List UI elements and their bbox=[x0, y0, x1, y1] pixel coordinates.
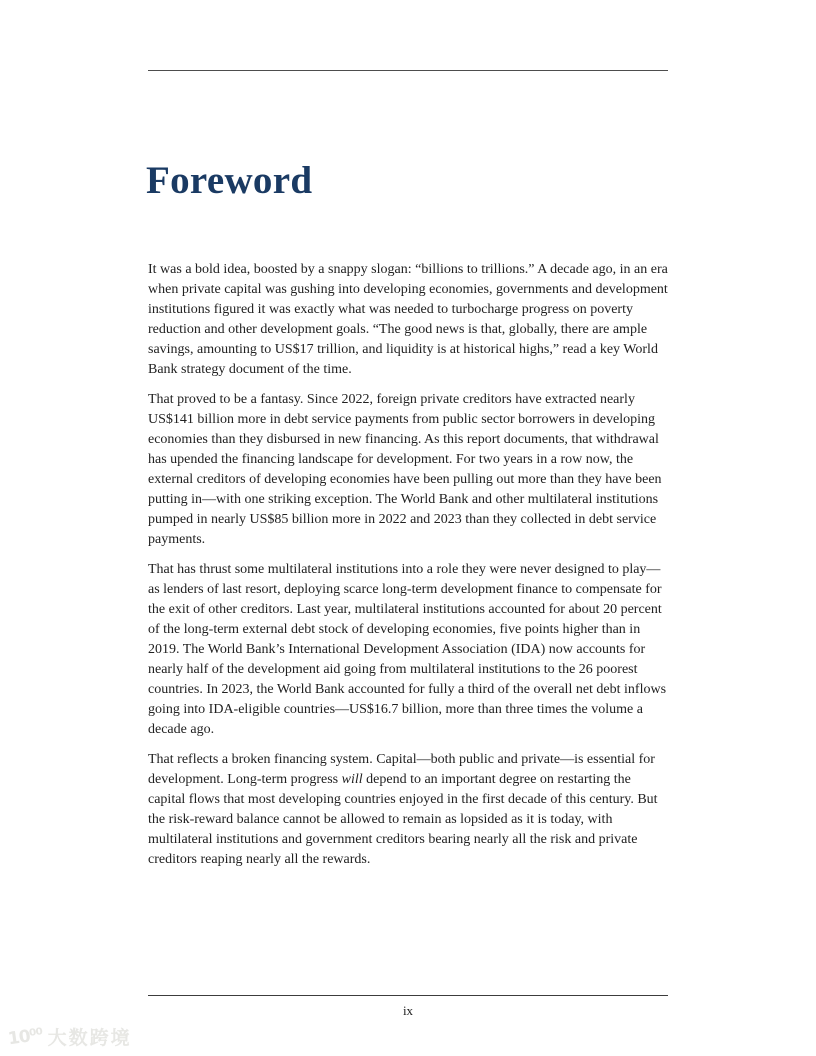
paragraph-4 bbox=[148, 750, 669, 870]
page-title: Foreword bbox=[146, 159, 313, 203]
page-number: ix bbox=[402, 1003, 414, 1018]
top-rule bbox=[148, 70, 668, 71]
bottom-rule bbox=[148, 995, 668, 996]
watermark bbox=[8, 1023, 132, 1050]
paragraph-1: It was a bold idea, boosted by a snappy slogan: “billions to trillions.” A decade ago, in an era when private capital was gushing into developing economies, governments and development institutions figured it was exactly what was needed to turbocharge progress on poverty reduction and other development goals. “The good news is that, globally, there are ample savings, amounting to US$17 trillion, and liquidity is at historical highs,” read a key World Bank strategy document of the time. bbox=[148, 262, 668, 377]
body-text bbox=[148, 260, 669, 880]
emphasis-will: will bbox=[341, 772, 363, 787]
watermark-logo-icon: 10⁰⁰ bbox=[6, 1024, 44, 1049]
paragraph-4-lead: That reflects a broken financing system. Capital—both public and private—is essential for development. Long-term progress bbox=[148, 752, 655, 787]
paragraph-2: That proved to be a fantasy. Since 2022, foreign private creditors have extracted nearly US$141 billion more in debt service payments from public sector borrowers in developing economies than they disbursed in new financing. As this report documents, that withdrawal has upended the financing landscape for development. For two years in a row now, the external creditors of developing economies have been pulling out more than they have been putting in—with one striking exception. The World Bank and other multilateral institutions pumped in nearly US$85 billion more in 2022 and 2023 than they collected in debt service payments. bbox=[148, 392, 662, 547]
watermark-text: 大数跨境 bbox=[47, 1027, 132, 1049]
paragraph-3: That has thrust some multilateral institutions into a role they were never designed to play—as lenders of last resort, deploying scarce long-term development finance to compensate for the exit of other creditors. Last year, multilateral institutions accounted for about 20 percent of the long-term external debt stock of developing economies, five points higher than in 2019. The World Bank’s International Development Association (IDA) now accounts for nearly half of the development aid going from multilateral institutions to the 26 poorest countries. In 2023, the World Bank accounted for fully a third of the overall net debt inflows going into IDA-eligible countries—US$16.7 billion, more than three times the volume a decade ago. bbox=[148, 562, 667, 737]
paragraph-4-tail: depend to an important degree on restarting the capital flows that most developing countries enjoyed in the first decade of this century. But the risk-reward balance cannot be allowed to remain as lopsided as it is today, with multilateral institutions and government creditors bearing nearly all the risk and private creditors reaping nearly all the rewards. bbox=[148, 772, 658, 867]
